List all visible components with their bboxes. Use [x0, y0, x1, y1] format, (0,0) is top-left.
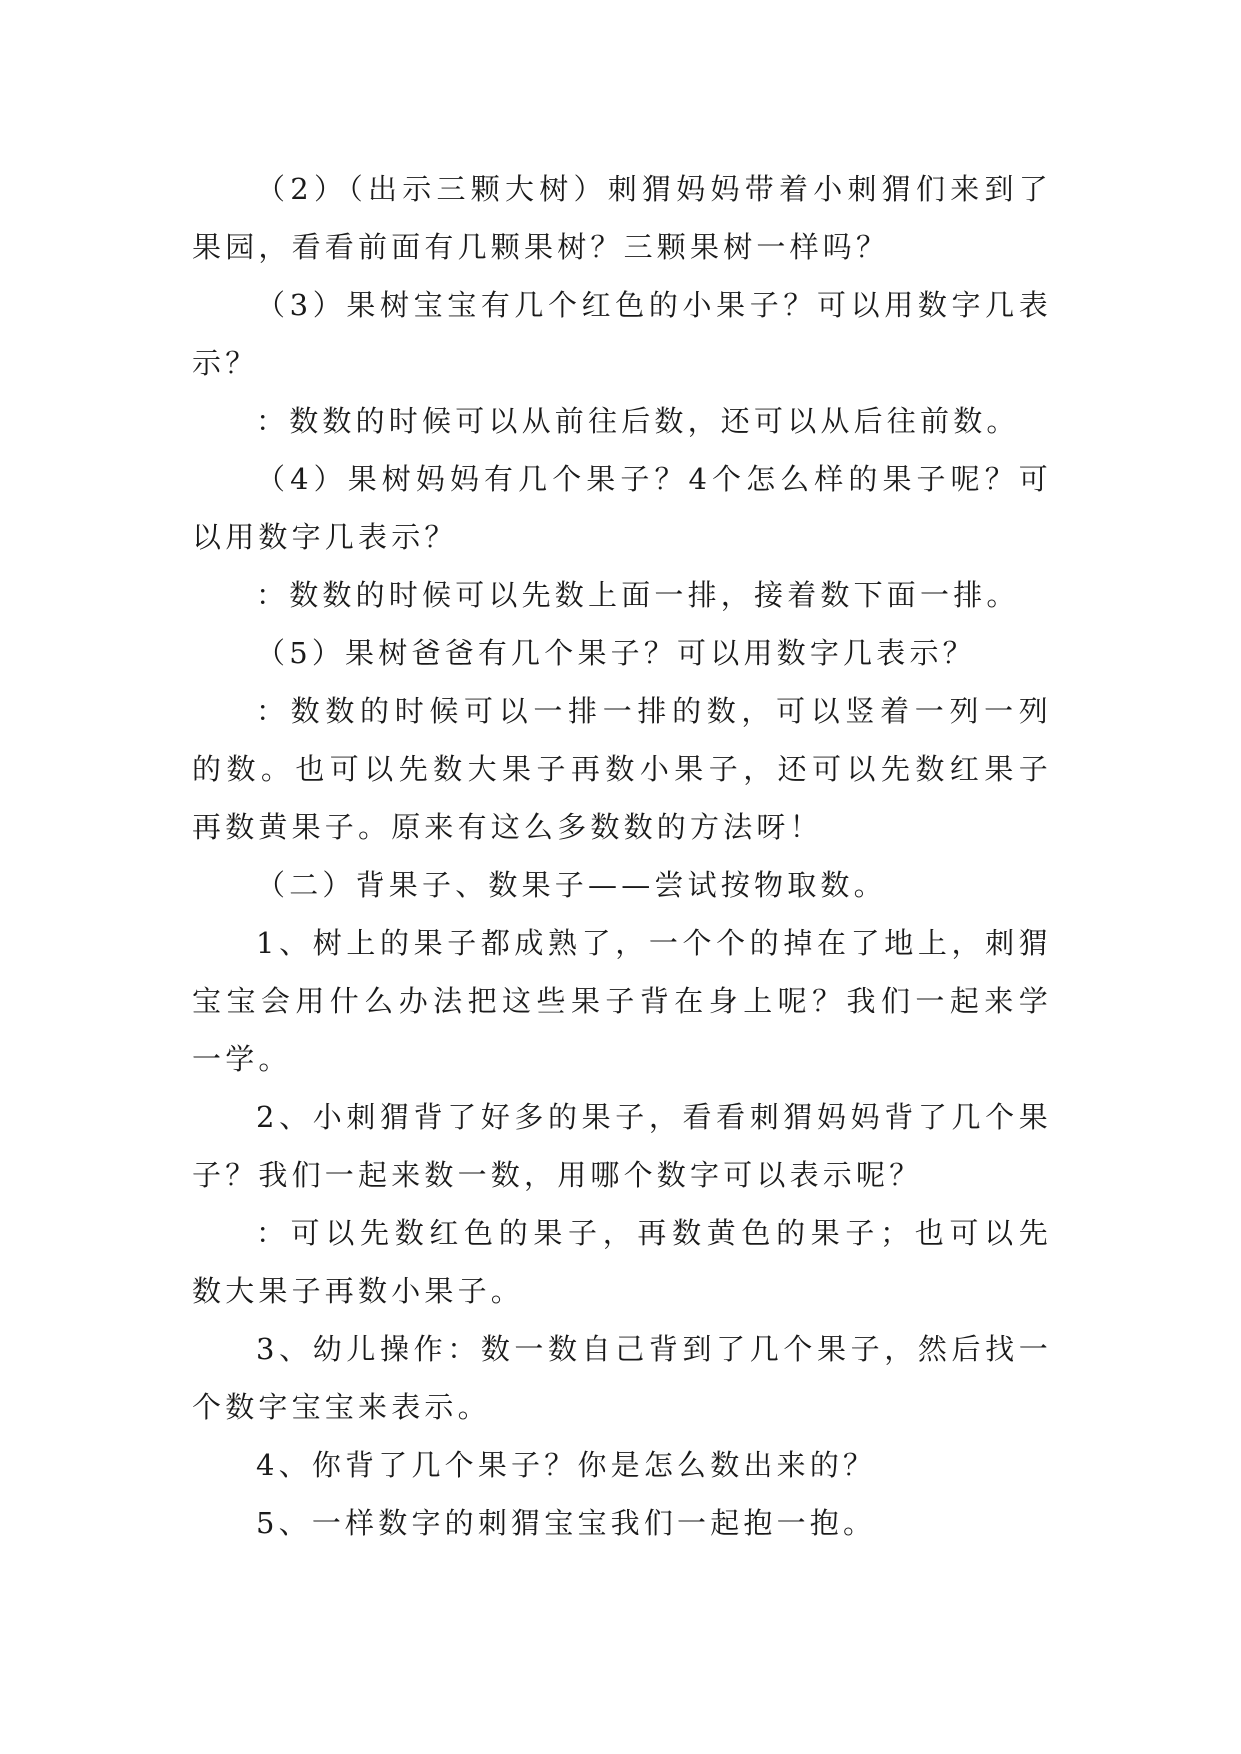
paragraph: 3、幼儿操作：数一数自己背到了几个果子，然后找一个数字宝宝来表示。	[192, 1332, 1052, 1424]
paragraph: 1、树上的果子都成熟了，一个个的掉在了地上，刺猬宝宝会用什么办法把这些果子背在身上呢？我们一起来学一学。	[192, 926, 1052, 1076]
paragraph: ：数数的时候可以一排一排的数，可以竖着一列一列的数。也可以先数大果子再数小果子，还可以先数红果子再数黄果子。原来有这么多数数的方法呀！	[192, 694, 1052, 844]
section-heading: （二）背果子、数果子——尝试按物取数。	[256, 868, 887, 902]
paragraph: 4、你背了几个果子？你是怎么数出来的？	[256, 1448, 877, 1482]
paragraph: ：可以先数红色的果子，再数黄色的果子；也可以先数大果子再数小果子。	[192, 1216, 1052, 1308]
paragraph: 5、一样数字的刺猬宝宝我们一起抱一抱。	[256, 1506, 877, 1540]
paragraph: ：数数的时候可以先数上面一排，接着数下面一排。	[256, 578, 1020, 612]
paragraph: （2）（出示三颗大树）刺猬妈妈带着小刺猬们来到了果园，看看前面有几颗果树？三颗果树一样吗？	[192, 172, 1052, 264]
paragraph: （4）果树妈妈有几个果子？4个怎么样的果子呢？可以用数字几表示？	[192, 462, 1052, 554]
paragraph: ：数数的时候可以从前往后数，还可以从后往前数。	[256, 404, 1020, 438]
paragraph: 2、小刺猬背了好多的果子，看看刺猬妈妈背了几个果子？我们一起来数一数，用哪个数字可以表示呢？	[192, 1100, 1052, 1192]
document-body	[192, 160, 1052, 1552]
paragraph: （3）果树宝宝有几个红色的小果子？可以用数字几表示？	[192, 288, 1052, 380]
paragraph: （5）果树爸爸有几个果子？可以用数字几表示？	[256, 636, 976, 670]
